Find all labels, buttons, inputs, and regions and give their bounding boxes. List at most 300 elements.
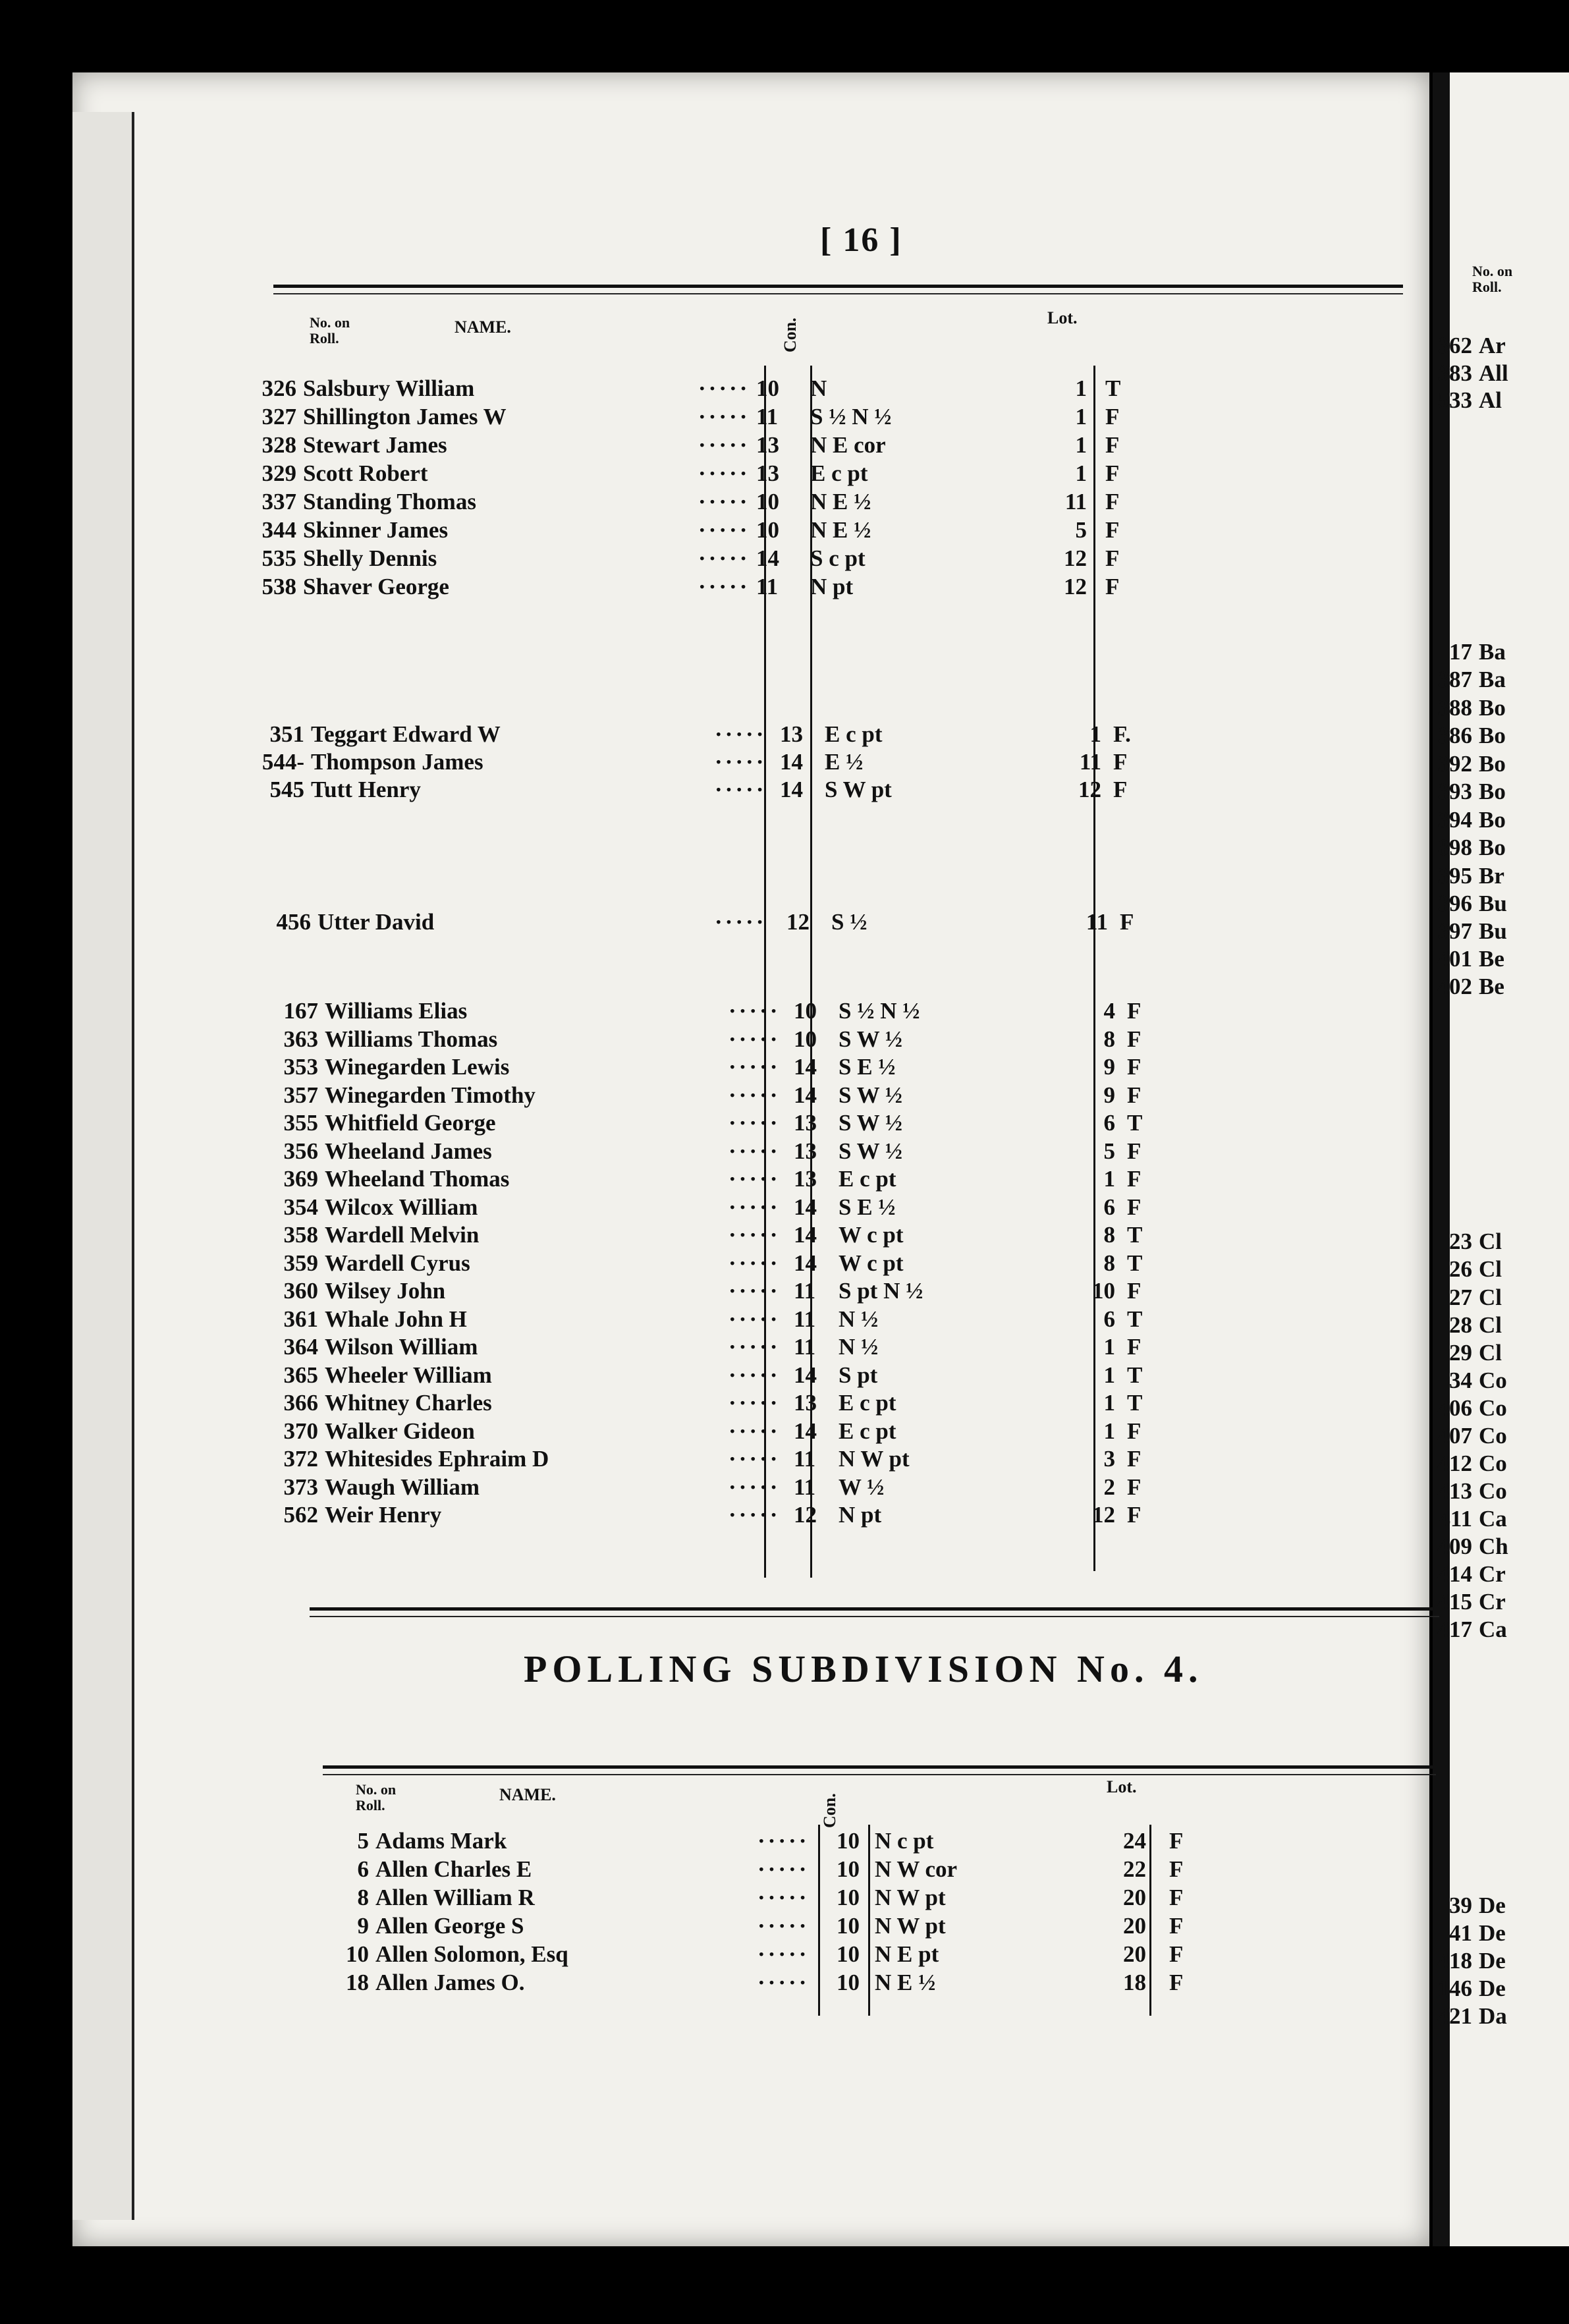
- voter-name-fragment: All: [1479, 360, 1508, 386]
- roll-number: 167: [283, 998, 318, 1024]
- roll-number: 401: [1437, 946, 1472, 972]
- next-page-row: [1406, 360, 1508, 387]
- lot-description: E c pt: [839, 1418, 896, 1444]
- voter-name: Teggart Edward W: [311, 721, 501, 747]
- roll-number: 412: [1437, 1451, 1472, 1476]
- tenure-code: F: [1105, 432, 1120, 458]
- roll-number: 361: [283, 1306, 318, 1332]
- voter-name: Tutt Henry: [311, 777, 421, 802]
- roll-number: 417: [1437, 1617, 1472, 1642]
- voter-name-fragment: Cr: [1479, 1561, 1506, 1587]
- roll-number: 393: [1437, 779, 1472, 804]
- next-page-row: [1406, 1285, 1502, 1311]
- roll-number: 366: [283, 1390, 318, 1416]
- tenure-code: T: [1105, 375, 1121, 401]
- leader-dots: ·····: [729, 1306, 781, 1332]
- roll-number: 392: [1437, 751, 1472, 777]
- next-page-row: [1406, 1478, 1507, 1505]
- tenure-code: F: [1127, 1278, 1142, 1304]
- tenure-code: F: [1127, 1082, 1142, 1108]
- lot-description: N c pt: [875, 1828, 934, 1854]
- lot-number: 3: [1103, 1446, 1115, 1472]
- concession: 11: [794, 1278, 816, 1304]
- tenure-code: F: [1113, 777, 1128, 802]
- leader-dots: ·····: [729, 1474, 781, 1500]
- lot-number: 6: [1103, 1306, 1115, 1332]
- tenure-code: F: [1127, 1474, 1142, 1500]
- roll-number: 337: [262, 489, 296, 514]
- lot-number: 10: [1092, 1278, 1115, 1304]
- tenure-code: F: [1127, 1502, 1142, 1528]
- voter-name: Scott Robert: [303, 460, 428, 486]
- next-page-row: [1406, 1506, 1507, 1532]
- roll-number: 370: [283, 1418, 318, 1444]
- concession: 14: [794, 1250, 817, 1276]
- lot-number: 9: [1103, 1082, 1115, 1108]
- voter-name: Wheeland James: [325, 1138, 492, 1164]
- lot-number: 20: [1123, 1941, 1146, 1967]
- roll-number: 360: [283, 1278, 318, 1304]
- subdivision-top-rule-thin: [310, 1616, 1439, 1617]
- next-page-row: [1406, 1256, 1502, 1283]
- voter-name: Allen Solomon, Esq: [375, 1941, 568, 1967]
- leader-dots: ·····: [729, 1166, 781, 1192]
- roll-number: 327: [262, 404, 296, 429]
- leader-dots: ·····: [729, 1390, 781, 1416]
- lot-description: S pt N ½: [839, 1278, 923, 1304]
- voter-name-fragment: De: [1479, 1948, 1506, 1974]
- next-page-row: [1406, 333, 1506, 359]
- lot-number: 11: [1079, 749, 1101, 775]
- tenure-code: F.: [1113, 721, 1131, 747]
- tenure-code: T: [1127, 1306, 1143, 1332]
- lot-number: 18: [1123, 1970, 1146, 1995]
- lot-number: 1: [1075, 460, 1087, 486]
- roll-number: 26: [1449, 1256, 1472, 1282]
- roll-number: 402: [1437, 974, 1472, 999]
- lot-number: 1: [1089, 721, 1101, 747]
- concession: 10: [837, 1941, 860, 1967]
- lot-number: 12: [1064, 545, 1087, 571]
- voter-name-fragment: Bu: [1479, 918, 1507, 944]
- roll-number: 354: [283, 1194, 318, 1220]
- next-page-row: [1406, 1617, 1507, 1643]
- next-page-row: [1406, 1948, 1506, 1974]
- subdivision-bottom-rule: [323, 1765, 1436, 1769]
- leader-dots: ·····: [698, 460, 750, 486]
- tenure-code: F: [1127, 1446, 1142, 1472]
- lot-description: S E ½: [839, 1194, 896, 1220]
- roll-number: 413: [1437, 1478, 1472, 1504]
- roll-number: 394: [1437, 807, 1472, 833]
- lot-number: 8: [1103, 1250, 1115, 1276]
- concession: 12: [786, 909, 810, 935]
- header-con: Con.: [781, 318, 800, 352]
- lot-description: W c pt: [839, 1250, 904, 1276]
- next-page-row: [1406, 1395, 1507, 1422]
- roll-number: 386: [1437, 723, 1472, 748]
- tenure-code: F: [1105, 574, 1120, 599]
- lot-number: 12: [1078, 777, 1101, 802]
- tenure-code: F: [1120, 909, 1134, 935]
- leader-dots: ·····: [729, 1362, 781, 1388]
- voter-name: Thompson James: [311, 749, 483, 775]
- voter-name-fragment: Cl: [1479, 1229, 1502, 1254]
- concession: 10: [837, 1913, 860, 1939]
- lot-number: 1: [1075, 404, 1087, 429]
- lot-description: S E ½: [839, 1054, 896, 1080]
- leader-dots: ·····: [715, 909, 767, 935]
- lot-number: 22: [1123, 1856, 1146, 1882]
- voter-name-fragment: Bo: [1479, 751, 1506, 777]
- header-rule-thin: [273, 293, 1403, 294]
- roll-number: 411: [1439, 1506, 1472, 1532]
- concession: 10: [837, 1885, 860, 1910]
- lot-description: W ½: [839, 1474, 885, 1500]
- roll-number: 388: [1437, 695, 1472, 721]
- voter-name: Shillington James W: [303, 404, 507, 429]
- lot-number: 1: [1103, 1334, 1115, 1360]
- voter-name-fragment: Br: [1479, 863, 1504, 889]
- tenure-code: F: [1169, 1856, 1184, 1882]
- roll-number: 421: [1437, 2003, 1472, 2029]
- roll-number: 23: [1449, 1229, 1472, 1254]
- voter-name: Waugh William: [325, 1474, 480, 1500]
- roll-number: 387: [1437, 667, 1472, 692]
- subdivision-header-name: NAME.: [499, 1785, 556, 1804]
- next-page-header: No. on Roll.: [1472, 263, 1513, 295]
- roll-number: 359: [283, 1250, 318, 1276]
- lot-description: N W cor: [875, 1856, 958, 1882]
- roll-number: 353: [283, 1054, 318, 1080]
- roll-number: 396: [1437, 891, 1472, 916]
- lot-description: E c pt: [839, 1166, 896, 1192]
- voter-name: Whale John H: [325, 1306, 467, 1332]
- lot-description: S ½ N ½: [810, 404, 892, 429]
- voter-name: Utter David: [317, 909, 435, 935]
- leader-dots: ·····: [757, 1885, 810, 1910]
- voter-name: Skinner James: [303, 517, 449, 543]
- roll-number: 373: [283, 1474, 318, 1500]
- lot-number: 2: [1103, 1474, 1115, 1500]
- leader-dots: ·····: [729, 1250, 781, 1276]
- lot-number: 5: [1075, 517, 1087, 543]
- lot-description: N W pt: [875, 1885, 946, 1910]
- leader-dots: ·····: [698, 432, 750, 458]
- lot-description: N: [810, 375, 827, 401]
- next-page-row: [1406, 2003, 1507, 2030]
- roll-number: 535: [262, 545, 296, 571]
- lot-number: 12: [1064, 574, 1087, 599]
- roll-number: 328: [262, 432, 296, 458]
- roll-number: 407: [1437, 1423, 1472, 1449]
- lot-description: S W ½: [839, 1138, 902, 1164]
- roll-number: 17: [1449, 639, 1472, 665]
- leader-dots: ·····: [729, 1110, 781, 1136]
- leader-dots: ·····: [729, 998, 781, 1024]
- roll-number: 146: [1437, 1976, 1472, 2001]
- concession: 11: [756, 574, 779, 599]
- voter-name-fragment: De: [1479, 1976, 1506, 2001]
- voter-name-fragment: Ba: [1479, 667, 1506, 692]
- roll-number: 9: [357, 1913, 369, 1939]
- roll-number: 39: [1449, 1893, 1472, 1918]
- roll-number: 351: [269, 721, 304, 747]
- lot-description: N W pt: [875, 1913, 946, 1939]
- voter-name: Weir Henry: [325, 1502, 442, 1528]
- page-number: [ 16 ]: [820, 221, 902, 259]
- roll-number: 383: [1437, 360, 1472, 386]
- roll-number: 5: [357, 1828, 369, 1854]
- voter-name: Allen Charles E: [375, 1856, 532, 1882]
- lot-description: S ½ N ½: [839, 998, 920, 1024]
- voter-name: Walker Gideon: [325, 1418, 475, 1444]
- lot-description: N pt: [810, 574, 854, 599]
- next-page-row: [1406, 946, 1504, 972]
- lot-description: E c pt: [810, 460, 868, 486]
- voter-name-fragment: Bo: [1479, 779, 1506, 804]
- lot-description: N ½: [839, 1306, 879, 1332]
- voter-name-fragment: Bo: [1479, 835, 1506, 860]
- next-page-row: [1406, 1534, 1508, 1560]
- roll-number: 326: [262, 375, 296, 401]
- lot-number: 11: [1086, 909, 1108, 935]
- concession: 12: [794, 1502, 817, 1528]
- concession: 13: [756, 432, 779, 458]
- lot-description: N E ½: [875, 1970, 936, 1995]
- concession: 10: [837, 1856, 860, 1882]
- lot-description: E c pt: [839, 1390, 896, 1416]
- lot-number: 1: [1103, 1418, 1115, 1444]
- voter-name: Shelly Dennis: [303, 545, 437, 571]
- tenure-code: F: [1127, 1334, 1142, 1360]
- next-page-row: [1406, 779, 1506, 805]
- next-page-row: [1406, 863, 1504, 889]
- lot-description: N E cor: [810, 432, 886, 458]
- voter-name-fragment: Ca: [1479, 1617, 1507, 1642]
- leader-dots: ·····: [729, 1194, 781, 1220]
- voter-name-fragment: Ar: [1479, 333, 1506, 358]
- concession: 10: [756, 375, 779, 401]
- tenure-code: F: [1105, 460, 1120, 486]
- voter-name: Winegarden Timothy: [325, 1082, 536, 1108]
- leader-dots: ·····: [729, 1026, 781, 1052]
- sub-con-column-rule: [818, 1825, 820, 2016]
- header-rule: [273, 285, 1403, 288]
- voter-name: Wheeler William: [325, 1362, 492, 1388]
- roll-number: 538: [262, 574, 296, 599]
- lot-description: N E ½: [810, 517, 871, 543]
- lot-number: 8: [1103, 1026, 1115, 1052]
- leader-dots: ·····: [698, 574, 750, 599]
- lot-description: S W ½: [839, 1026, 902, 1052]
- roll-number: 6: [357, 1856, 369, 1882]
- tenure-code: F: [1105, 545, 1120, 571]
- voter-name: Whitney Charles: [325, 1390, 492, 1416]
- lot-description: E c pt: [825, 721, 883, 747]
- next-page-row: [1406, 1920, 1506, 1947]
- concession: 14: [794, 1418, 817, 1444]
- voter-name: Wheeland Thomas: [325, 1166, 510, 1192]
- tenure-code: T: [1127, 1222, 1143, 1248]
- leader-dots: ·····: [698, 545, 750, 571]
- roll-number: 395: [1437, 863, 1472, 889]
- voter-name: Wilson William: [325, 1334, 478, 1360]
- voter-name-fragment: Bo: [1479, 723, 1506, 748]
- lot-number: 6: [1103, 1194, 1115, 1220]
- leader-dots: ·····: [698, 489, 750, 514]
- roll-number: 357: [283, 1082, 318, 1108]
- next-page-row: [1406, 1893, 1506, 1919]
- voter-name: Wilsey John: [325, 1278, 446, 1304]
- concession: 14: [794, 1194, 817, 1220]
- roll-number: 545: [269, 777, 304, 802]
- concession: 10: [837, 1970, 860, 1995]
- concession: 14: [794, 1082, 817, 1108]
- leader-dots: ·····: [757, 1913, 810, 1939]
- next-page-row: [1406, 1451, 1507, 1477]
- roll-number: 356: [283, 1138, 318, 1164]
- roll-number: 358: [283, 1222, 318, 1248]
- leader-dots: ·····: [757, 1941, 810, 1967]
- roll-number: 364: [283, 1334, 318, 1360]
- lot-number: 12: [1092, 1502, 1115, 1528]
- page-edge-stack: [72, 112, 134, 2220]
- voter-name-fragment: Cr: [1479, 1589, 1506, 1615]
- roll-number: 898: [1437, 835, 1472, 860]
- tenure-code: F: [1169, 1828, 1184, 1854]
- subdivision-title: POLLING SUBDIVISION No. 4.: [524, 1647, 1203, 1690]
- roll-number: 456: [276, 909, 311, 935]
- tenure-code: F: [1169, 1970, 1184, 1995]
- leader-dots: ·····: [715, 721, 767, 747]
- tenure-code: F: [1105, 517, 1120, 543]
- concession: 14: [794, 1362, 817, 1388]
- concession: 13: [794, 1138, 817, 1164]
- voter-name-fragment: Da: [1479, 2003, 1507, 2029]
- lot-description: S W pt: [825, 777, 892, 802]
- voter-name-fragment: Bo: [1479, 807, 1506, 833]
- roll-number: 8: [357, 1885, 369, 1910]
- lot-description: S c pt: [810, 545, 866, 571]
- roll-number: 27: [1449, 1285, 1472, 1310]
- voter-name: Williams Thomas: [325, 1026, 498, 1052]
- lot-number: 1: [1103, 1362, 1115, 1388]
- concession: 10: [756, 489, 779, 514]
- next-page-row: [1406, 639, 1506, 665]
- concession: 13: [794, 1110, 817, 1136]
- voter-name-fragment: Bu: [1479, 891, 1507, 916]
- next-page-row: [1406, 974, 1504, 1000]
- next-page-row: [1406, 1340, 1502, 1366]
- concession: 14: [780, 749, 803, 775]
- lot-description: W c pt: [839, 1222, 904, 1248]
- tenure-code: F: [1169, 1941, 1184, 1967]
- tenure-code: F: [1105, 489, 1120, 514]
- voter-name: Williams Elias: [325, 998, 468, 1024]
- concession: 13: [794, 1390, 817, 1416]
- leader-dots: ·····: [698, 517, 750, 543]
- next-page-row: [1406, 891, 1507, 917]
- lot-description: S W ½: [839, 1110, 902, 1136]
- tenure-code: F: [1127, 1166, 1142, 1192]
- tenure-code: F: [1169, 1913, 1184, 1939]
- subdivision-top-rule: [310, 1607, 1439, 1611]
- roll-number: 365: [283, 1362, 318, 1388]
- concession: 13: [756, 460, 779, 486]
- next-page-row: [1406, 1423, 1507, 1449]
- roll-number: 362: [1437, 333, 1472, 358]
- leader-dots: ·····: [729, 1138, 781, 1164]
- voter-name-fragment: Ba: [1479, 639, 1506, 665]
- subdivision-bottom-rule-thin: [323, 1774, 1436, 1775]
- voter-name-fragment: Bo: [1479, 695, 1506, 721]
- voter-name: Shaver George: [303, 574, 449, 599]
- voter-name-fragment: Co: [1479, 1478, 1507, 1504]
- voter-name: Stewart James: [303, 432, 447, 458]
- leader-dots: ·····: [729, 1502, 781, 1528]
- concession: 10: [837, 1828, 860, 1854]
- leader-dots: ·····: [729, 1278, 781, 1304]
- voter-name-fragment: Co: [1479, 1451, 1507, 1476]
- voter-name-fragment: Al: [1479, 387, 1502, 413]
- leader-dots: ·····: [757, 1828, 810, 1854]
- voter-name: Allen William R: [375, 1885, 535, 1910]
- roll-number: 18: [346, 1970, 369, 1995]
- sub-lot-column-rule: [1149, 1825, 1151, 2016]
- lot-number: 8: [1103, 1222, 1115, 1248]
- tenure-code: T: [1127, 1250, 1143, 1276]
- voter-name-fragment: Co: [1479, 1423, 1507, 1449]
- sub-desc-column-rule: [868, 1825, 870, 2016]
- voter-name-fragment: Be: [1479, 946, 1504, 972]
- subdivision-header-no-on-roll: No. on Roll.: [356, 1781, 397, 1813]
- leader-dots: ·····: [715, 777, 767, 802]
- next-page-row: [1406, 1976, 1506, 2002]
- leader-dots: ·····: [729, 1446, 781, 1472]
- roll-number: 369: [283, 1166, 318, 1192]
- roll-number: 414: [1437, 1561, 1472, 1587]
- lot-number: 9: [1103, 1054, 1115, 1080]
- roll-number: 28: [1449, 1312, 1472, 1338]
- voter-name-fragment: Cl: [1479, 1285, 1502, 1310]
- next-page-row: [1406, 1589, 1506, 1615]
- lot-number: 20: [1123, 1913, 1146, 1939]
- concession: 10: [794, 998, 817, 1024]
- lot-description: E ½: [825, 749, 864, 775]
- lot-description: N W pt: [839, 1446, 910, 1472]
- lot-number: 4: [1103, 998, 1115, 1024]
- voter-name: Whitfield George: [325, 1110, 496, 1136]
- leader-dots: ·····: [757, 1856, 810, 1882]
- tenure-code: T: [1127, 1390, 1143, 1416]
- roll-number: 34: [1449, 1368, 1472, 1393]
- leader-dots: ·····: [698, 375, 750, 401]
- lot-number: 1: [1103, 1166, 1115, 1192]
- concession: 10: [756, 517, 779, 543]
- concession: 14: [780, 777, 803, 802]
- roll-number: 344: [262, 517, 296, 543]
- concession: 13: [780, 721, 803, 747]
- lot-description: S ½: [831, 909, 867, 935]
- voter-name: Allen George S: [375, 1913, 524, 1939]
- next-page-row: [1406, 1312, 1502, 1339]
- voter-name: Wardell Cyrus: [325, 1250, 470, 1276]
- voter-name-fragment: Cl: [1479, 1256, 1502, 1282]
- next-page-row: [1406, 695, 1506, 721]
- subdivision-header-lot: Lot.: [1107, 1777, 1137, 1796]
- tenure-code: T: [1127, 1362, 1143, 1388]
